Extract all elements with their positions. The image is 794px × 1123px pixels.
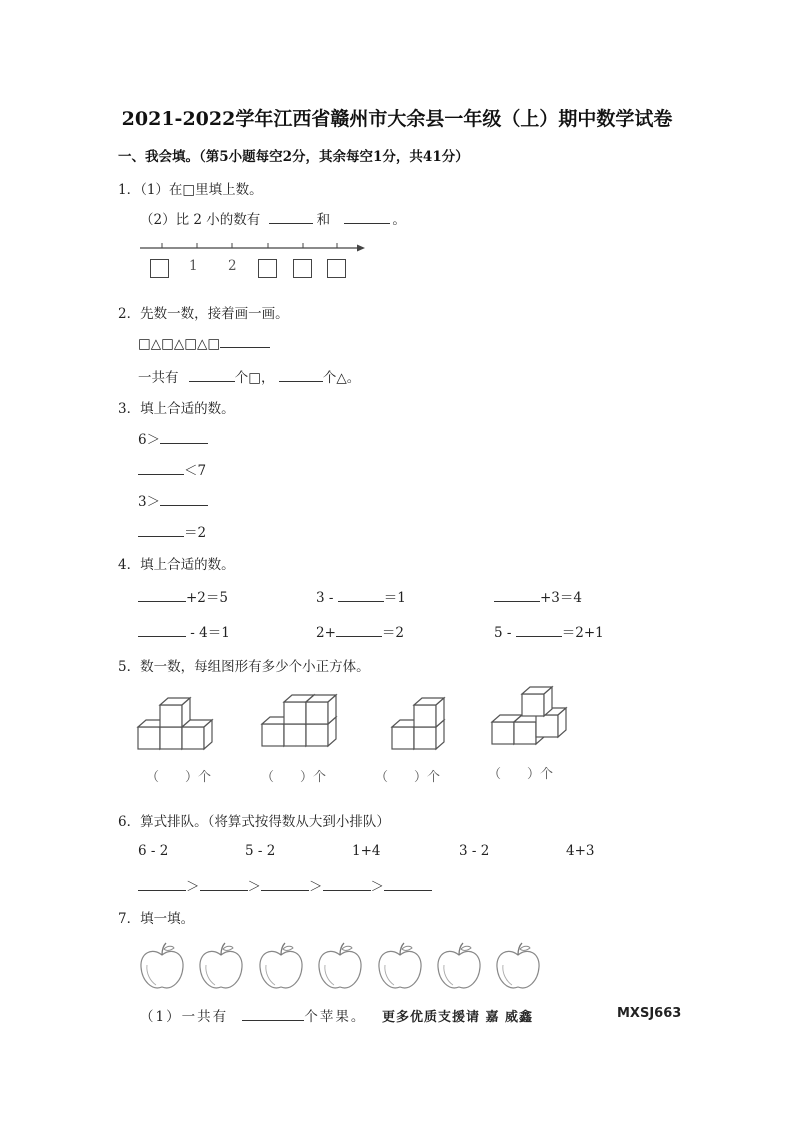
- q3-item-b: [138, 459, 206, 479]
- q6-blank-2[interactable]: [200, 876, 248, 891]
- q7-sub1-post: 个苹果。: [304, 1009, 367, 1025]
- q4-r2c1-blank[interactable]: [138, 622, 186, 637]
- q4-r2c1-text: - 4＝1: [190, 625, 230, 641]
- number-box-4[interactable]: [327, 259, 346, 278]
- q5-answer-4[interactable]: （ ）个: [488, 767, 554, 782]
- number-box-3[interactable]: [293, 259, 312, 278]
- q3-item-c: [138, 490, 208, 510]
- apple-icon: [497, 943, 539, 988]
- q6-expr-4: 3 - 2: [459, 843, 490, 859]
- q4-r1c3: [494, 586, 582, 606]
- apple-icon: [438, 943, 480, 988]
- q4-r2c3-blank[interactable]: [516, 622, 562, 637]
- q6-blank-4[interactable]: [323, 876, 371, 891]
- q3-a-text: 6＞: [138, 432, 161, 448]
- q4-r1c2-blank[interactable]: [338, 587, 384, 602]
- q6-gt-2: ＞: [247, 879, 261, 895]
- q6-order-line: [138, 875, 432, 895]
- cube-group-2: [262, 695, 336, 746]
- q6-expr-1: 6 - 2: [138, 843, 169, 859]
- q4-r2c2-pre: 2+: [316, 625, 336, 641]
- q4-r1c2-post: ＝1: [383, 590, 406, 606]
- q5-line1: 5．数一数，每组图形有多少个小正方体。: [118, 659, 370, 675]
- q4-r2c2: [316, 621, 404, 641]
- q6-gt-1: ＞: [186, 879, 200, 895]
- q3-item-d: [138, 521, 206, 541]
- q6-expr-5: 4+3: [566, 843, 595, 859]
- number-line: [135, 238, 370, 258]
- q7-sub1: [140, 1005, 366, 1025]
- q6-blank-3[interactable]: [261, 876, 309, 891]
- tick-label-2: 2: [228, 258, 237, 274]
- q4-r1c2: [316, 586, 406, 606]
- q3-item-a: [138, 428, 208, 448]
- q7-blank[interactable]: [242, 1006, 304, 1021]
- number-box-1[interactable]: [150, 259, 169, 278]
- section-heading: 一、我会填。（第5小题每空2分，其余每空1分，共41分）: [118, 149, 469, 165]
- q3-d-text: ＝2: [184, 525, 207, 541]
- q4-r2c1: [138, 621, 230, 641]
- q4-line1: 4．填上合适的数。: [118, 557, 235, 573]
- q3-b-text: ＜7: [184, 463, 207, 479]
- q6-expr-3: 1+4: [352, 843, 381, 859]
- q3-line1: 3．填上合适的数。: [118, 401, 235, 417]
- q4-r2c2-blank[interactable]: [336, 622, 382, 637]
- q4-r1c3-text: +3＝4: [540, 590, 582, 606]
- cube-group-3: [392, 698, 444, 749]
- page-title: 2021-2022学年江西省赣州市大余县一年级（上）期中数学试卷: [121, 108, 673, 130]
- watermark-text: 更多优质支援请 嘉 威鑫: [382, 1010, 534, 1025]
- q2-line1: 2．先数一数，接着画一画。: [118, 306, 289, 322]
- q2-draw-blank[interactable]: [220, 333, 270, 348]
- q4-r1c1-text: +2＝5: [186, 590, 228, 606]
- q3-a-blank[interactable]: [160, 429, 208, 444]
- q4-r1c3-blank[interactable]: [494, 587, 540, 602]
- q5-answer-1[interactable]: （ ）个: [146, 770, 212, 785]
- q2-line3: [138, 366, 360, 386]
- number-box-2[interactable]: [258, 259, 277, 278]
- q3-c-blank[interactable]: [160, 491, 208, 506]
- q4-r1c1: [138, 586, 228, 606]
- q2-line3-end: 个△。: [322, 370, 361, 386]
- q2-shapes: □△□△□△□: [138, 336, 221, 352]
- q2-blank-triangles[interactable]: [279, 367, 323, 382]
- apple-icon: [379, 943, 421, 988]
- q4-r2c3: [494, 621, 604, 641]
- q4-r2c3-post: ＝2+1: [561, 625, 604, 641]
- apple-icon: [200, 943, 242, 988]
- q2-shapes-line: [138, 333, 270, 352]
- q1-line2-mid: 和: [316, 212, 331, 228]
- q4-r2c3-pre: 5 -: [494, 625, 512, 641]
- q5-answer-2[interactable]: （ ）个: [261, 770, 327, 785]
- q2-blank-squares[interactable]: [189, 367, 235, 382]
- q1-blank-2[interactable]: [344, 209, 390, 224]
- tick-label-1: 1: [189, 258, 198, 274]
- cube-group-1: [138, 698, 212, 749]
- q4-r1c2-pre: 3 -: [316, 590, 334, 606]
- q1-line2-end: 。: [392, 212, 406, 228]
- q1-blank-1[interactable]: [269, 209, 313, 224]
- apple-icon: [260, 943, 302, 988]
- cube-group-4: [492, 687, 566, 744]
- q4-r1c1-blank[interactable]: [138, 587, 186, 602]
- q4-r2c2-post: ＝2: [381, 625, 404, 641]
- q6-gt-4: ＞: [370, 879, 384, 895]
- apple-icon: [319, 943, 361, 988]
- q1-line2: [140, 208, 406, 228]
- cube-figures: [130, 682, 590, 757]
- q7-sub1-pre: （1）一共有: [140, 1009, 229, 1025]
- q2-line3-pre: 一共有: [138, 370, 179, 386]
- q6-expr-2: 5 - 2: [245, 843, 276, 859]
- q3-b-blank[interactable]: [138, 460, 184, 475]
- q7-line1: 7．填一填。: [118, 911, 195, 927]
- q3-d-blank[interactable]: [138, 522, 184, 537]
- q6-gt-3: ＞: [309, 879, 323, 895]
- q2-line3-mid: 个□，: [234, 370, 275, 386]
- q5-answer-3[interactable]: （ ）个: [375, 770, 441, 785]
- q3-c-text: 3＞: [138, 494, 161, 510]
- q6-line1: 6．算式排队。（将算式按得数从大到小排队）: [118, 814, 390, 830]
- q6-blank-5[interactable]: [384, 876, 432, 891]
- apple-row: [130, 938, 550, 993]
- doc-code: MXSJ663: [617, 1006, 682, 1021]
- q6-blank-1[interactable]: [138, 876, 186, 891]
- q1-line1: 1．（1）在□里填上数。: [118, 182, 263, 198]
- q1-line2-pre: （2）比 2 小的数有: [140, 212, 261, 228]
- apple-icon: [141, 943, 183, 988]
